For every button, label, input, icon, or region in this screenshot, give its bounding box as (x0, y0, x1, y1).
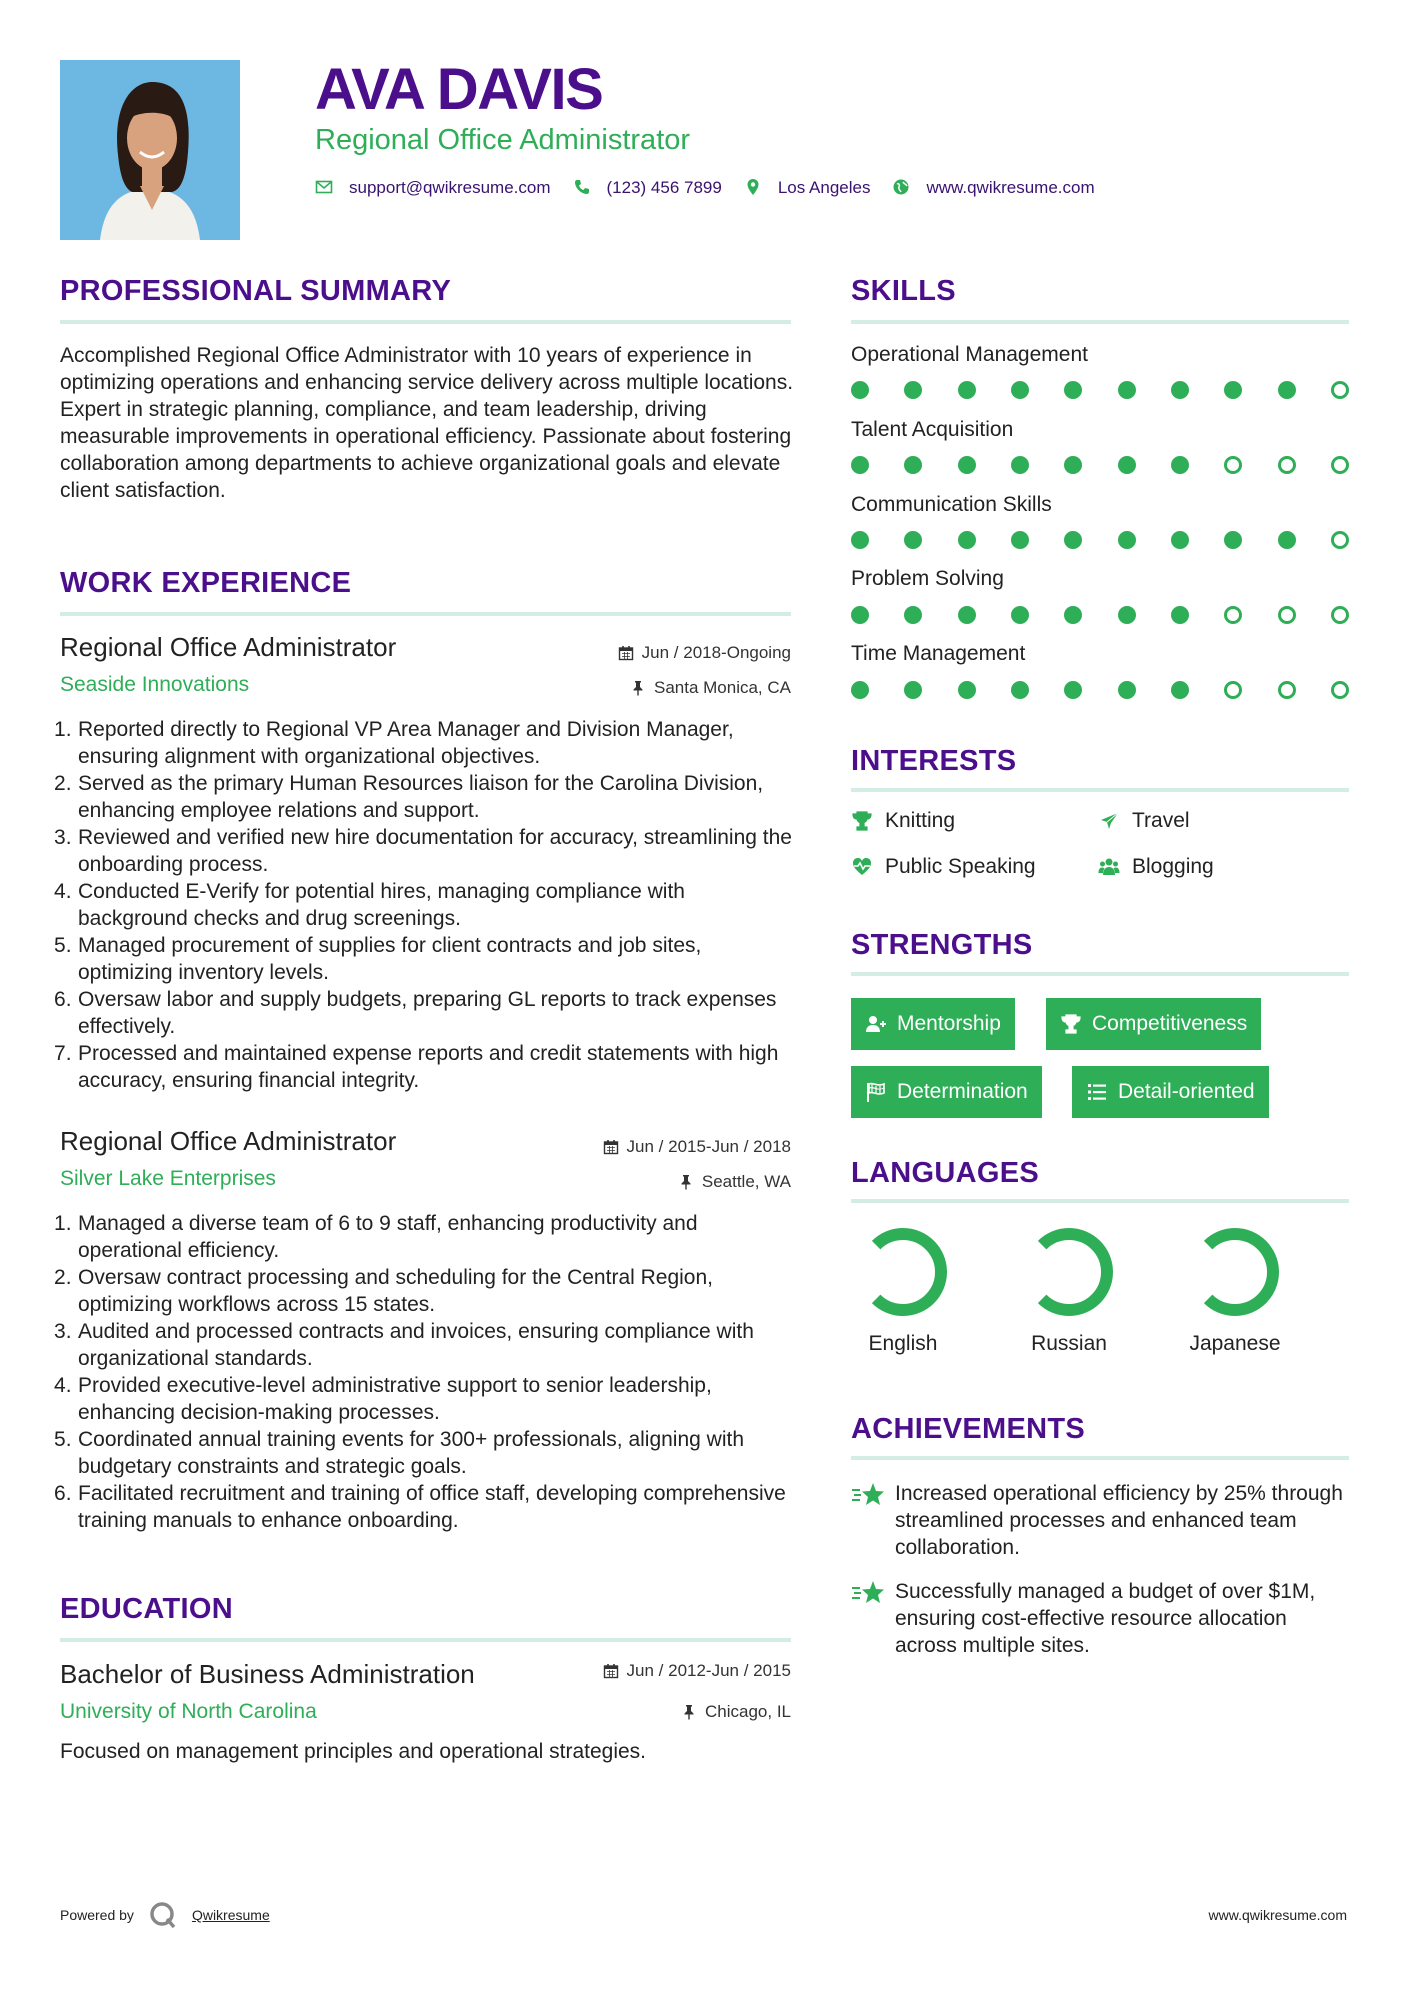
skill-dot-empty (1331, 606, 1349, 624)
language-ring-japanese (1185, 1222, 1285, 1322)
job-2-dates (603, 1137, 791, 1157)
strength-tag (851, 1066, 1042, 1118)
experience-rule (60, 612, 791, 616)
list-item: Audited and processed contracts and invoices, ensuring compliance with organizational standards. (78, 1320, 754, 1370)
list-item: Processed and maintained expense reports and credit statements with high accuracy, ensuring financial integrity. (78, 1042, 779, 1092)
interests-heading: INTERESTS (851, 745, 1017, 777)
experience-heading: WORK EXPERIENCE (60, 567, 352, 599)
strength-tag (1046, 998, 1261, 1050)
pushpin-icon (678, 1174, 694, 1190)
job-2-responsibilities (78, 1210, 794, 1534)
contact-website-text: www.qwikresume.com (926, 178, 1095, 197)
skill-rating (851, 381, 1349, 401)
achievement-item (851, 1480, 1351, 1561)
interest-item (1098, 855, 1214, 879)
flag-checkered-icon (865, 1081, 887, 1103)
job-2-company: Silver Lake Enterprises (60, 1167, 276, 1190)
strengths-heading: STRENGTHS (851, 929, 1033, 961)
education-school: University of North Carolina (60, 1700, 317, 1723)
skill-dot-empty (1224, 681, 1242, 699)
skill-dot-filled (1118, 381, 1136, 399)
profile-photo-icon (60, 60, 240, 240)
interest-item (1098, 809, 1190, 833)
education-degree: Bachelor of Business Administration (60, 1659, 475, 1689)
skill-dot-empty (1278, 681, 1296, 699)
job-2-location-text: Seattle, WA (701, 1172, 791, 1191)
skills-rule (851, 320, 1349, 324)
skill-dot-filled (1171, 606, 1189, 624)
skill-dot-filled (1118, 531, 1136, 549)
skill-dot-filled (1118, 606, 1136, 624)
skill-dot-empty (1278, 456, 1296, 474)
user-plus-icon (865, 1013, 887, 1035)
language-ring-english (853, 1222, 953, 1322)
strength-label: Competitiveness (1092, 1012, 1248, 1035)
job-2-title: Regional Office Administrator (60, 1126, 397, 1156)
plane-icon (1098, 810, 1120, 832)
skills-heading: SKILLS (851, 275, 956, 307)
users-icon (1098, 856, 1120, 878)
skill-dot-filled (1011, 381, 1029, 399)
summary-rule (60, 320, 791, 324)
footer-powered-by (60, 1900, 270, 1930)
star-icon (851, 1578, 885, 1608)
candidate-title: Regional Office Administrator (315, 124, 691, 156)
skill-dot-filled (1171, 381, 1189, 399)
education-dates (603, 1661, 791, 1681)
contact-email[interactable] (315, 178, 551, 198)
languages-rule (851, 1199, 1349, 1203)
education-dates-text: Jun / 2012-Jun / 2015 (626, 1661, 791, 1680)
skill-dot-filled (1064, 531, 1082, 549)
interests-rule (851, 788, 1349, 792)
job-1-title: Regional Office Administrator (60, 632, 397, 662)
job-1-company: Seaside Innovations (60, 673, 250, 696)
interest-label: Public Speaking (885, 855, 1036, 878)
interest-label: Knitting (885, 809, 956, 832)
language-ring-russian (1019, 1222, 1119, 1322)
job-1-location (630, 678, 791, 698)
skill-dot-filled (958, 381, 976, 399)
calendar-icon (603, 1139, 619, 1155)
skill-dot-filled (1171, 681, 1189, 699)
contact-location (744, 178, 871, 198)
skill-dot-empty (1224, 456, 1242, 474)
education-rule (60, 1638, 791, 1642)
contact-phone[interactable] (573, 178, 722, 198)
skill-name: Talent Acquisition (851, 418, 1014, 441)
list-item: Managed procurement of supplies for client contracts and job sites, optimizing inventory levels. (78, 934, 702, 984)
contact-location-text: Los Angeles (777, 178, 871, 197)
job-1-dates-text: Jun / 2018-Ongoing (641, 643, 791, 662)
achievements-rule (851, 1456, 1349, 1460)
skill-dot-filled (1118, 456, 1136, 474)
list-item: Coordinated annual training events for 300+ professionals, aligning with budgetary constraints and strategic goals. (78, 1428, 745, 1478)
list-item: Provided executive-level administrative support to senior leadership, enhancing decision-making processes. (78, 1374, 712, 1424)
qwikresume-logo-icon (148, 1900, 178, 1930)
list-item: Reviewed and verified new hire documentation for accuracy, streamlining the onboarding process. (78, 826, 792, 876)
languages-heading: LANGUAGES (851, 1157, 1039, 1189)
skill-dot-filled (1224, 531, 1242, 549)
calendar-icon (618, 645, 634, 661)
skill-dot-filled (958, 456, 976, 474)
list-item: Oversaw contract processing and scheduling for the Central Region, optimizing workflows across 15 states. (78, 1266, 714, 1316)
skill-name: Communication Skills (851, 493, 1052, 516)
footer-url[interactable]: www.qwikresume.com (1208, 1907, 1347, 1923)
skill-dot-filled (851, 606, 869, 624)
skill-dot-filled (1064, 681, 1082, 699)
language-name: Russian (1031, 1332, 1107, 1355)
skill-dot-filled (1011, 681, 1029, 699)
skill-dot-filled (1224, 381, 1242, 399)
summary-heading: PROFESSIONAL SUMMARY (60, 275, 452, 307)
trophy-icon (1060, 1013, 1082, 1035)
skill-dot-empty (1331, 681, 1349, 699)
education-location (681, 1702, 791, 1722)
skill-dot-filled (851, 381, 869, 399)
education-description: Focused on management principles and operational strategies. (60, 1740, 647, 1763)
skill-dot-empty (1331, 381, 1349, 399)
job-1-dates (618, 643, 791, 663)
skill-dot-filled (1011, 456, 1029, 474)
skill-dot-empty (1278, 606, 1296, 624)
contact-phone-text: (123) 456 7899 (606, 178, 722, 197)
skill-name: Time Management (851, 642, 1026, 665)
language-item (838, 1222, 968, 1356)
skill-dot-filled (904, 381, 922, 399)
pushpin-icon (681, 1704, 697, 1720)
profile-photo (60, 60, 240, 240)
heartbeat-icon (851, 856, 873, 878)
skill-dot-filled (1064, 381, 1082, 399)
list-item: Served as the primary Human Resources liaison for the Carolina Division, enhancing employee relations and support. (78, 772, 764, 822)
phone-icon (573, 178, 593, 198)
interest-label: Blogging (1132, 855, 1214, 878)
trophy-icon (851, 810, 873, 832)
envelope-icon (315, 178, 335, 198)
interest-item (851, 809, 955, 833)
list-icon (1086, 1081, 1108, 1103)
contact-bar (315, 178, 1117, 198)
pushpin-icon (630, 680, 646, 696)
achievement-item (851, 1578, 1351, 1659)
strength-label: Detail-oriented (1118, 1080, 1255, 1103)
education-heading: EDUCATION (60, 1593, 233, 1625)
candidate-name: AVA DAVIS (315, 57, 603, 122)
achievements-heading: ACHIEVEMENTS (851, 1413, 1086, 1445)
list-item: Facilitated recruitment and training of office staff, developing comprehensive training manuals to enhance onboarding. (78, 1482, 786, 1532)
skill-dot-filled (958, 606, 976, 624)
job-1-responsibilities (78, 716, 794, 1094)
achievement-text: Successfully managed a budget of over $1M, ensuring cost-effective resource allocation across multiple sites. (895, 1580, 1316, 1657)
skill-name: Problem Solving (851, 567, 1004, 590)
skill-dot-empty (1331, 456, 1349, 474)
qwikresume-link[interactable]: Qwikresume (191, 1907, 270, 1923)
skill-dot-filled (904, 681, 922, 699)
job-2-location (678, 1172, 791, 1192)
summary-text: Accomplished Regional Office Administrator with 10 years of experience in optimizing operations and enhancing service delivery across multiple locations. Expert in strategic planning, compliance, and team leadership, driving measurable improvements in operational efficiency. Passionate about fostering collaboration among departments to achieve organizational goals and elevate client satisfaction. (60, 344, 794, 502)
skill-dot-filled (1064, 606, 1082, 624)
strength-label: Determination (897, 1080, 1028, 1103)
list-item: Oversaw labor and supply budgets, preparing GL reports to track expenses effectively. (78, 988, 777, 1038)
contact-website[interactable] (892, 178, 1094, 198)
language-item (1170, 1222, 1300, 1356)
skill-dot-filled (904, 456, 922, 474)
skill-name: Operational Management (851, 343, 1088, 366)
skill-dot-filled (1278, 531, 1296, 549)
skill-dot-filled (1171, 531, 1189, 549)
education-location-text: Chicago, IL (705, 1702, 791, 1721)
strength-label: Mentorship (897, 1012, 1001, 1035)
skill-rating (851, 681, 1349, 701)
skill-dot-empty (1224, 606, 1242, 624)
strengths-rule (851, 972, 1349, 976)
skill-dot-filled (1011, 606, 1029, 624)
strength-tag (851, 998, 1015, 1050)
contact-email-text: support@qwikresume.com (349, 178, 551, 197)
skill-rating (851, 531, 1349, 551)
star-icon (851, 1480, 885, 1510)
job-2-dates-text: Jun / 2015-Jun / 2018 (626, 1137, 791, 1156)
language-name: English (868, 1332, 938, 1355)
language-item (1004, 1222, 1134, 1356)
job-1-location-text: Santa Monica, CA (653, 678, 791, 697)
skill-rating (851, 606, 1349, 626)
skill-dot-filled (1171, 456, 1189, 474)
list-item: Reported directly to Regional VP Area Manager and Division Manager, ensuring alignment with organizational objectives. (78, 718, 734, 768)
skill-dot-empty (1331, 531, 1349, 549)
skill-dot-filled (1118, 681, 1136, 699)
achievement-text: Increased operational efficiency by 25% through streamlined processes and enhanced team collaboration. (895, 1482, 1343, 1559)
skill-rating (851, 456, 1349, 476)
skill-dot-filled (904, 531, 922, 549)
map-marker-icon (744, 178, 764, 198)
list-item: Conducted E-Verify for potential hires, managing compliance with background checks and drug screenings. (78, 880, 685, 930)
globe-icon (892, 178, 912, 198)
skill-dot-filled (851, 681, 869, 699)
interest-item (851, 855, 1036, 879)
skill-dot-filled (1064, 456, 1082, 474)
skill-dot-filled (851, 456, 869, 474)
powered-by-text: Powered by (60, 1907, 134, 1923)
list-item: Managed a diverse team of 6 to 9 staff, enhancing productivity and operational efficiency. (78, 1212, 698, 1262)
skill-dot-filled (904, 606, 922, 624)
skill-dot-filled (958, 531, 976, 549)
strength-tag (1072, 1066, 1269, 1118)
skill-dot-filled (1278, 381, 1296, 399)
skill-dot-filled (851, 531, 869, 549)
language-name: Japanese (1189, 1332, 1281, 1355)
interest-label: Travel (1132, 809, 1190, 832)
skill-dot-filled (958, 681, 976, 699)
skill-dot-filled (1011, 531, 1029, 549)
calendar-icon (603, 1663, 619, 1679)
